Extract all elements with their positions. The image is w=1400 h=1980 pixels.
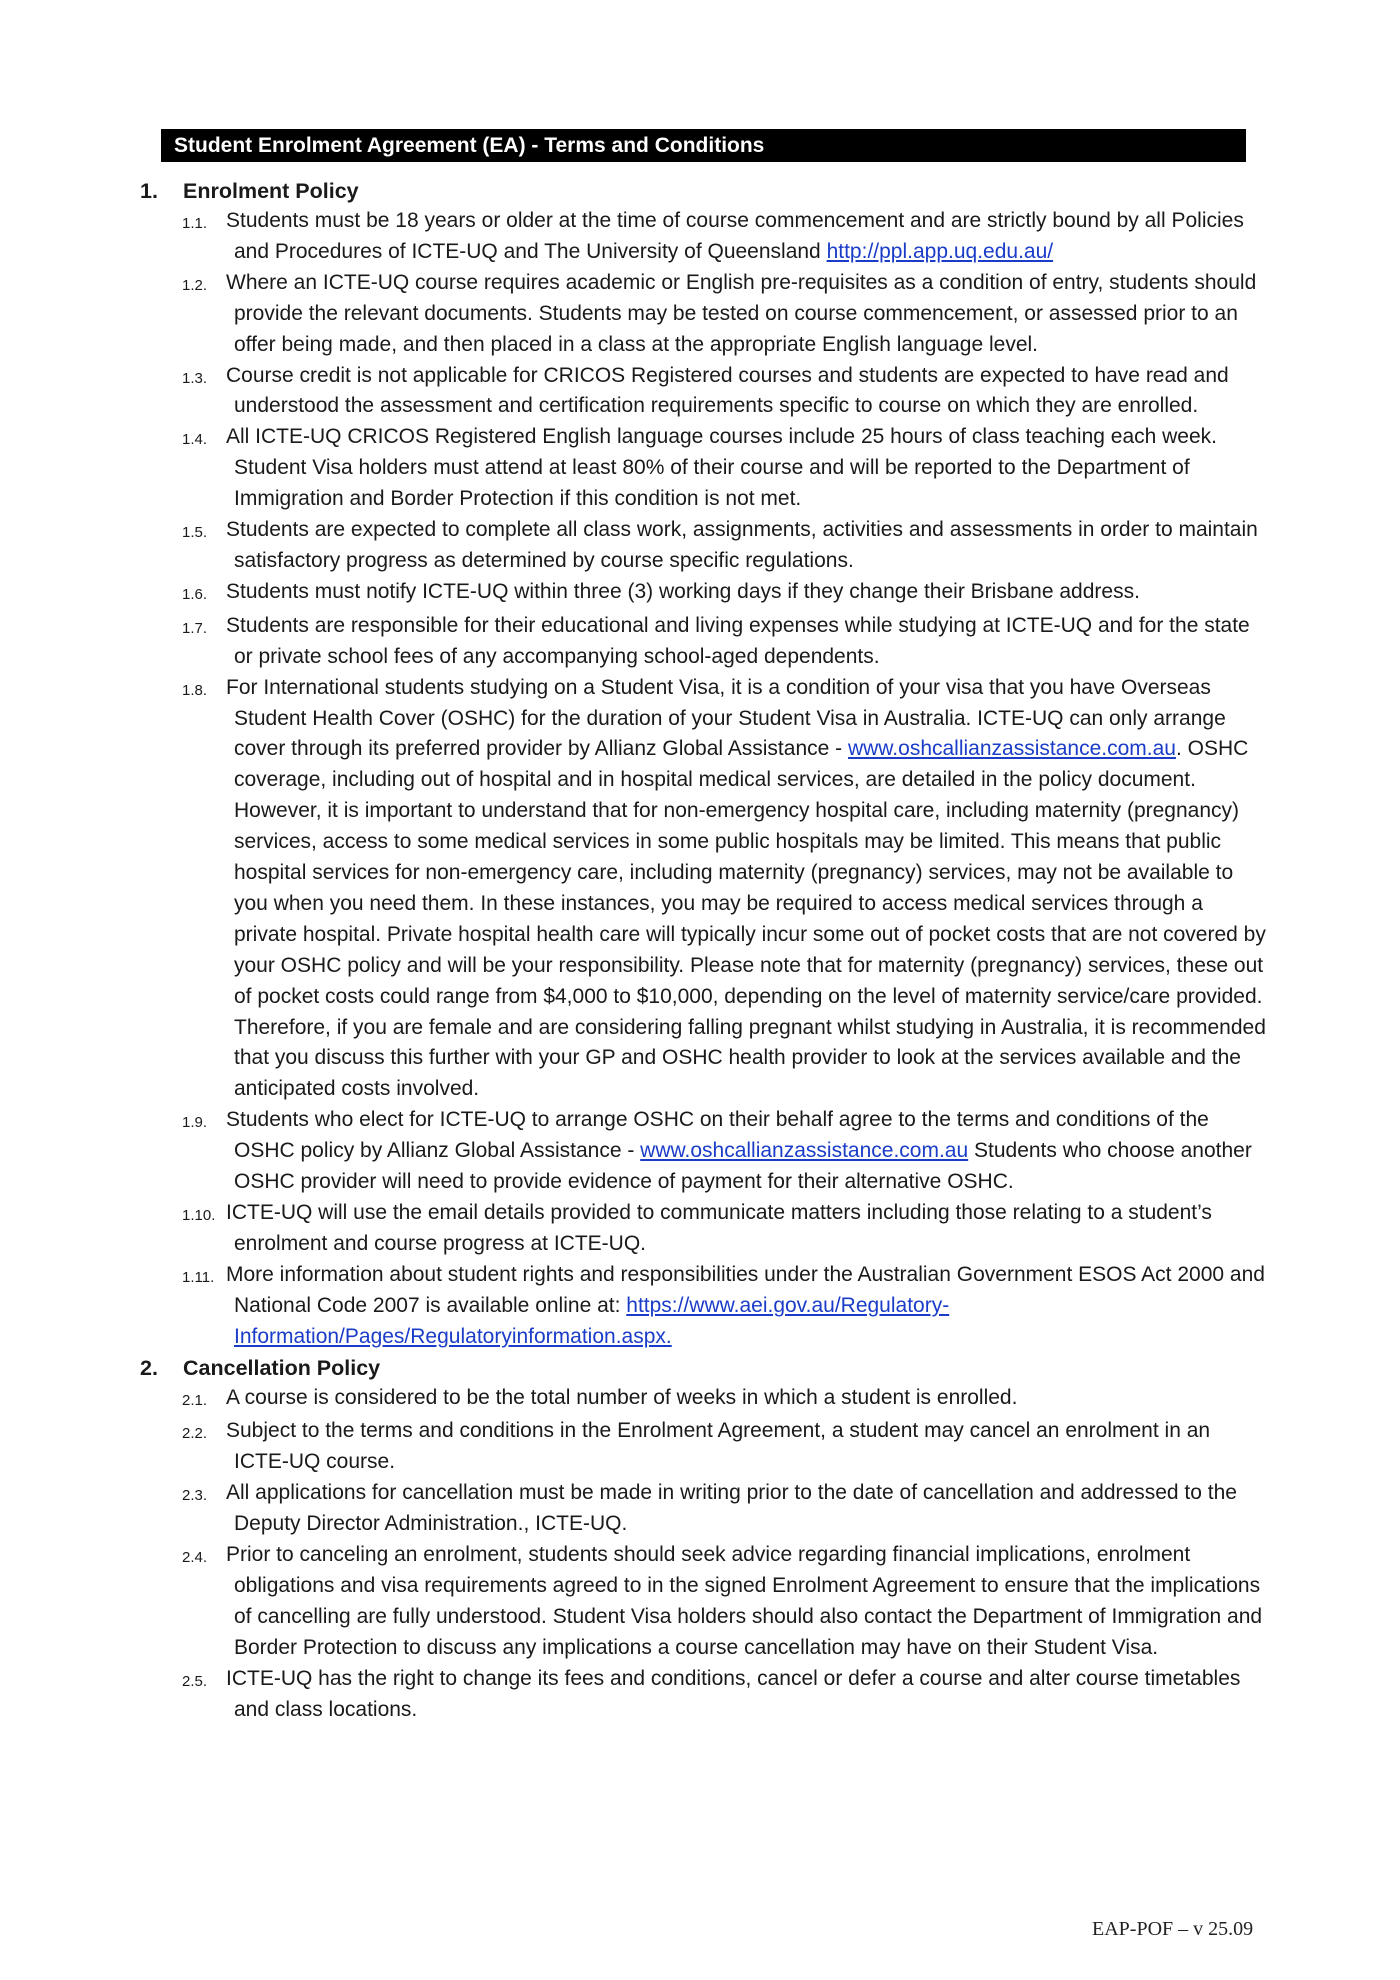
clause-number: 1.3.: [182, 369, 208, 387]
clause-text: [226, 611, 1270, 673]
terms-content: [140, 176, 1270, 1726]
clause-number: 1.2.: [182, 276, 208, 294]
clause-text: [226, 206, 1270, 268]
clause-text: [226, 1664, 1270, 1726]
clause-text: [226, 1416, 1270, 1478]
clause-text: [226, 1478, 1270, 1540]
clause-body: [226, 1383, 1270, 1417]
clause-item: [140, 422, 1270, 515]
clause-text: [226, 361, 1270, 423]
clause-number: 1.1.: [182, 215, 208, 232]
section-2: [140, 1353, 1270, 1726]
clause-text-part: Subject to the terms and conditions in the Enrolment Agreement, a student may cancel an enrolment in an ICTE-UQ course.: [226, 1419, 1211, 1474]
clause-number: 1.6.: [182, 585, 208, 603]
version-footer: EAP-POF – v 25.09: [1092, 1918, 1254, 1940]
clause-number: 1.7.: [182, 619, 208, 637]
clause-number: 2.3.: [182, 1487, 208, 1505]
clause-text: [226, 1198, 1270, 1260]
clause-body: [226, 361, 1270, 423]
clause-number: 1.11.: [182, 1268, 215, 1286]
clause-text-part: ICTE-UQ has the right to change its fees and conditions, cancel or defer a course and alter course timetables and class locations.: [226, 1666, 1241, 1721]
clause-text-part: ICTE-UQ will use the email details provided to communicate matters including those relating to a student’s enrolment and course progress at ICTE-UQ.: [226, 1201, 1212, 1255]
clause-item: [140, 577, 1270, 611]
clause-text-part: For International students studying on a Student Visa, it is a condition of your visa that you have Overseas Student Health Cover (OSHC) for the duration of your Student Visa in Australia. ICTE-UQ can only arrange cover through its preferred provider by Allianz Global Assistance -: [226, 675, 1226, 761]
clause-body: [226, 577, 1270, 611]
clause-item: [140, 673, 1270, 1106]
clause-body: [226, 1198, 1270, 1260]
clause-text-part: . OSHC coverage, including out of hospital and in hospital medical services, are detailed in the policy document. However, it is important to understand that for non-emergency hospital care, including maternity (pregnancy) services, access to some medical services in some public hospitals may be limited. This means that public hospital services for non-emergency care, including maternity (pregnancy) services, may not be available to you when you need them. In these instances, you may be required to access medical services through a private hospital. Private hospital health care will typically incur some out of pocket costs that are not covered by your OSHC policy and will be your responsibility. Please note that for maternity (pregnancy) services, these out of pocket costs could range from $4,000 to $10,000, depending on the level of maternity service/care provided. Therefore, if you are female and are considering falling pregnant whilst studying in Australia, it is recommended that you discuss this further with your GP and OSHC health provider to look at the services available and the anticipated costs involved.: [234, 737, 1266, 1101]
clause-item: [140, 1260, 1270, 1353]
clause-link[interactable]: https://www.aei.gov.au/Regulatory-Information/Pages/Regulatoryinformation.aspx.: [234, 1293, 950, 1348]
clause-text: [226, 1383, 1270, 1414]
clause-text-part: All ICTE-UQ CRICOS Registered English language courses include 25 hours of class teaching each week. Student Visa holders must attend at least 80% of their course and will be reported to the Department of Immigration and Border Protection if this condition is not met.: [226, 425, 1217, 511]
clause-item: [140, 1478, 1270, 1540]
clause-text: [226, 673, 1270, 1106]
clause-text-part: Students must be 18 years or older at the time of course commencement and are strictly bound by all Policies and Procedures of ICTE-UQ and The University of Queensland: [226, 209, 1244, 263]
clause-text: [226, 577, 1270, 608]
clause-text-part: Students are expected to complete all class work, assignments, activities and assessments in order to maintain satisfactory progress as determined by course specific regulations.: [226, 518, 1258, 572]
clause-text-part: A course is considered to be the total number of weeks in which a student is enrolled.: [226, 1385, 1018, 1409]
clause-text: [226, 422, 1270, 515]
section-number: 1.: [140, 179, 158, 203]
clause-item: [140, 611, 1270, 673]
clause-body: [226, 1416, 1270, 1478]
section-1: [140, 176, 1270, 1353]
clause-item: [140, 1540, 1270, 1664]
section-heading: [140, 176, 1270, 206]
clause-text-part: More information about student rights and responsibilities under the Australian Government ESOS Act 2000 and National Code 2007 is available online at:: [226, 1262, 1265, 1317]
clause-body: [226, 1664, 1270, 1726]
clause-number: 1.4.: [182, 431, 208, 449]
clause-number: 1.8.: [182, 681, 208, 699]
clause-text-part: Students who elect for ICTE-UQ to arrange OSHC on their behalf agree to the terms and conditions of the OSHC policy by Allianz Global Assistance -: [226, 1108, 1209, 1163]
clause-body: [226, 1105, 1270, 1198]
section-title: Enrolment Policy: [183, 179, 359, 203]
clause-number: 2.1.: [182, 1391, 208, 1409]
clause-link[interactable]: www.oshcallianzassistance.com.au: [640, 1139, 969, 1163]
clause-number: 2.5.: [182, 1672, 208, 1690]
clause-number: 2.2.: [182, 1425, 208, 1443]
clause-text: [226, 515, 1270, 577]
clause-number: 1.9.: [182, 1114, 208, 1132]
clause-body: [226, 206, 1270, 268]
clause-item: [140, 1416, 1270, 1478]
clause-text: [226, 1260, 1270, 1353]
clause-text: [226, 1105, 1270, 1198]
section-heading: [140, 1353, 1270, 1383]
clause-number: 1.10.: [182, 1207, 216, 1224]
clause-text-part: Course credit is not applicable for CRICOS Registered courses and students are expected to have read and understood the assessment and certification requirements specific to course on which they are enrolled.: [226, 363, 1229, 418]
clause-text-part: All applications for cancellation must be made in writing prior to the date of cancellation and addressed to the Deputy Director Administration., ICTE-UQ.: [226, 1481, 1237, 1536]
clause-body: [226, 673, 1270, 1106]
section-title: Cancellation Policy: [183, 1355, 381, 1380]
clause-body: [226, 1260, 1270, 1353]
clause-item: [140, 361, 1270, 423]
clause-number: 1.5.: [182, 524, 208, 542]
clause-link[interactable]: http://ppl.app.uq.edu.au/: [826, 239, 1054, 263]
clause-body: [226, 1540, 1270, 1664]
clause-text-part: Students are responsible for their educational and living expenses while studying at ICTE-UQ and for the state or private school fees of any accompanying school-aged dependents.: [226, 613, 1250, 668]
clause-text-part: Students who choose another OSHC provider will need to provide evidence of payment for their alternative OSHC.: [234, 1139, 1252, 1194]
clause-item: [140, 1664, 1270, 1726]
page-title-bar: Student Enrolment Agreement (EA) - Terms and Conditions: [161, 129, 1246, 162]
section-number: 2.: [140, 1355, 158, 1380]
clause-item: [140, 268, 1270, 361]
clause-body: [226, 422, 1270, 515]
clause-text: [226, 268, 1270, 361]
clause-number: 2.4.: [182, 1549, 208, 1567]
clause-body: [226, 611, 1270, 673]
clause-item: [140, 515, 1270, 577]
clause-text-part: Where an ICTE-UQ course requires academic or English pre-requisites as a condition of entry, students should provide the relevant documents. Students may be tested on course commencement, or assessed prior to an offer being made, and then placed in a class at the appropriate English language level.: [226, 270, 1257, 356]
clause-body: [226, 268, 1270, 361]
clause-text: [226, 1540, 1270, 1664]
clause-item: [140, 1383, 1270, 1417]
clause-link[interactable]: www.oshcallianzassistance.com.au: [847, 737, 1176, 761]
clause-body: [226, 515, 1270, 577]
clause-item: [140, 1105, 1270, 1198]
clause-item: [140, 206, 1270, 268]
clause-body: [226, 1478, 1270, 1540]
clause-text-part: Students must notify ICTE-UQ within three (3) working days if they change their Brisbane address.: [226, 579, 1140, 603]
clause-text-part: Prior to canceling an enrolment, students should seek advice regarding financial implications, enrolment obligations and visa requirements agreed to in the signed Enrolment Agreement to ensure that the implications of cancelling are fully understood. Student Visa holders should also contact the Department of Immigration and Border Protection to discuss any implications a course cancellation may have on their Student Visa.: [226, 1543, 1263, 1659]
clause-item: [140, 1198, 1270, 1260]
